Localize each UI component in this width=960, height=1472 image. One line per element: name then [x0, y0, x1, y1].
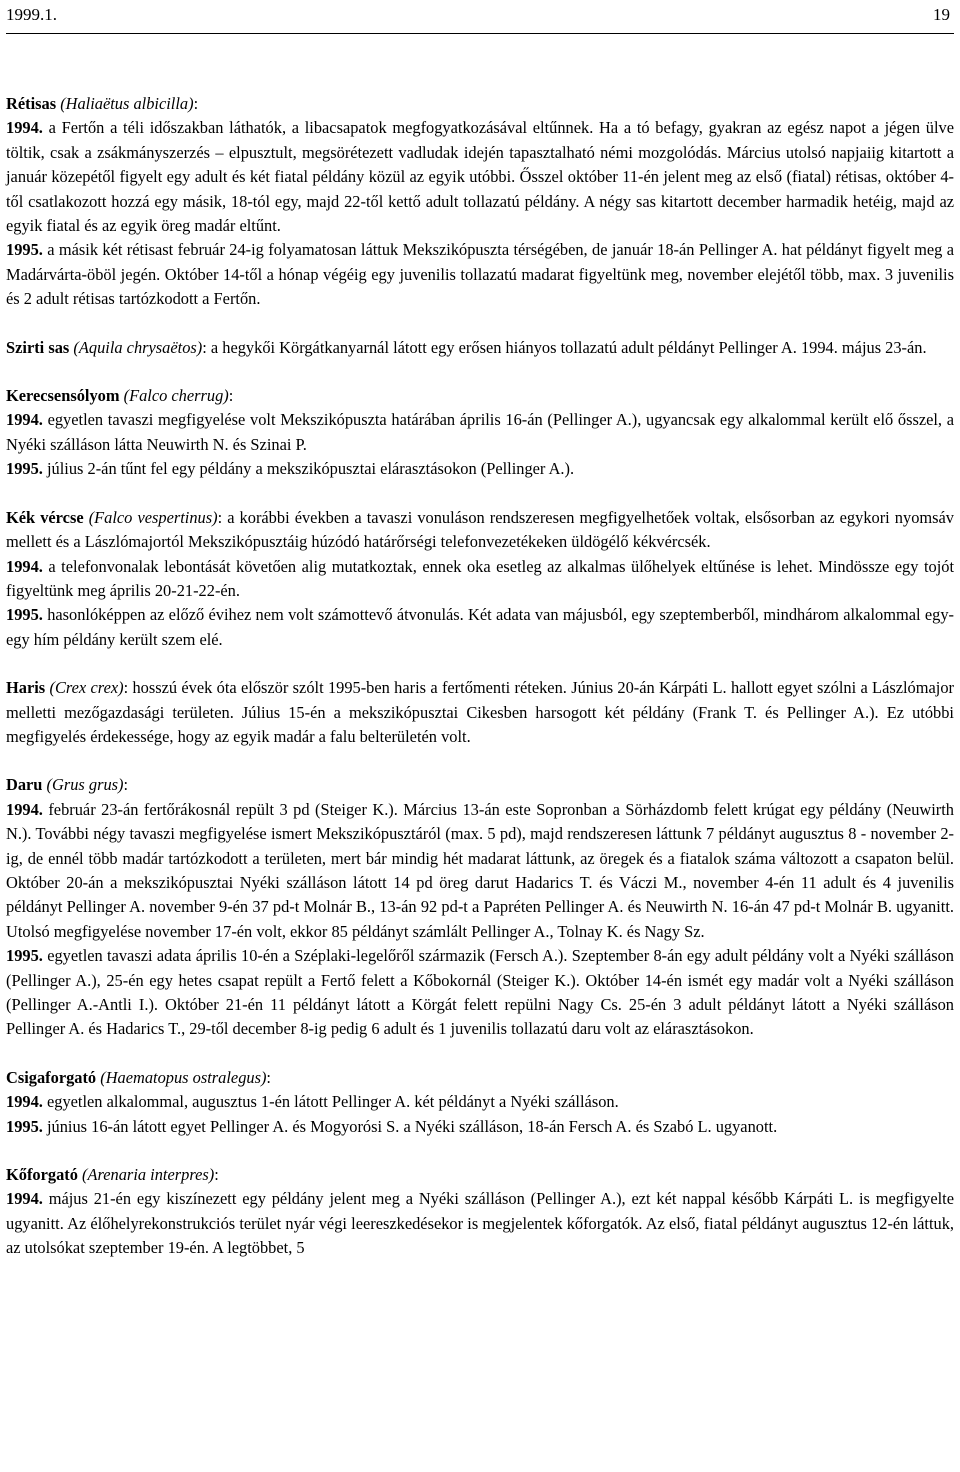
- paragraph-text: a Fertőn a téli időszakban láthatók, a libacsapatok megfogyatkozásával eltűnnek. Ha a tó befagy, gyakran az egész napot a jégen ülve töltik, csak a zsákmányszerzés – elpusztult, megsörétezett vadludak idején tapasztalható némi mozgolódás. Március utolsó napjaiig kitartott a január közepétől figyelt egy adult és két fiatal példány közül az egyik utóbbi. Ősszel október 11-én jelent meg az első (fiatal) rétisas, október 4-től csatlakozott hozzá egy másik, 18-tól egy, majd 22-től kettő adult tollazatú példány. A négy sas kitartott december harmadik hetéig, majd az egyik fiatal és az egyik öreg madár eltűnt.: [6, 118, 954, 236]
- year-label: 1995.: [6, 459, 43, 479]
- latin-name: (Haliaëtus albicilla): [60, 94, 194, 113]
- latin-name: (Falco cherrug): [123, 386, 229, 406]
- year-label: 1995.: [6, 946, 43, 966]
- species-heading: [6, 1163, 954, 1187]
- species-name: Kék vércse: [6, 507, 84, 527]
- species-entry-szirti-sas: [6, 336, 954, 360]
- year-label: 1994.: [6, 799, 43, 819]
- heading-text: :: [214, 1165, 219, 1185]
- year-paragraph: [6, 238, 954, 311]
- latin-name: (Arenaria interpres): [82, 1165, 215, 1185]
- paragraph-text: hasonlóképpen az előző évihez nem volt számottevő átvonulás. Két adata van májusból, egy szeptemberből, mindhárom alkalommal egy-egy hím példány került szem elé.: [6, 605, 954, 649]
- year-label: 1994.: [6, 556, 43, 576]
- species-name: Szirti sas: [6, 337, 70, 357]
- page-number: 19: [933, 5, 950, 24]
- year-paragraph: [6, 408, 954, 457]
- heading-text: :: [123, 775, 129, 795]
- paragraph-text: február 23-án fertőrákosnál repült 3 pd (Steiger K.). Március 13-án este Sopronban a Sörházdomb felett krúgat egy példány (Neuwirth N.). További négy tavaszi megfigyelése ismert Mekszikópusztáról (max. 5 pd), majd rendszeresen láttunk 7 példányt augusztus 8 - november 2-ig, de ennél több madár tartózkodott a területen, mert bár mindig hét madarat láttunk, az öregek és a fiatalok száma változott a csapaton belül. Október 20-án a mekszikópusztai Nyéki szálláson látott 14 pd öreg darut Hadarics T. és Váczi M., november 4-én 11 adult és 4 juvenilis példányt Pellinger A. november 9-én 37 pd-t Molnár B., 13-án 92 pd-t a Papréten Pellinger A. és Neuwirth N. 16-án 47 pd-t Molnár B. ugyanitt. Utolsó megfigyelése november 17-én volt, ekkor 85 példányt számlált Pellinger A., Tolnay K. és Nagy Sz.: [6, 799, 954, 941]
- document-body: [6, 92, 954, 1285]
- heading-text: : a hegykői Körgátkanyarnál látott egy erősen hiányos tollazatú adult példányt Pellinger A. 1994. május 23-án.: [202, 337, 927, 357]
- latin-name: (Haematopus ostralegus): [100, 1067, 267, 1087]
- paragraph-text: egyetlen tavaszi adata április 10-én a Széplaki-legelőről származik (Fersch A.). Szeptember 8-án egy adult példány volt a Nyéki szálláson (Pellinger A.), 25-én egy hetes csapat repült a Fertő felett a Kőbokornál (Steiger K.). Október 14-én ismét egy madár volt a Nyéki szálláson (Pellinger A.-Antli I.). Október 21-én 11 példányt látott a Körgát felett repülni Nagy Cs. 25-én 3 adult példányt látott a Nyéki szálláson Pellinger A. és Hadarics T., 29-től december 8-ig pedig 6 adult és 1 juvenilis tollazatú daru volt az elárasztásokon.: [6, 946, 954, 1039]
- species-name: Kőforgató: [6, 1165, 78, 1185]
- species-heading: [6, 506, 954, 555]
- year-paragraph: [6, 116, 954, 238]
- heading-text: : a korábbi években a tavaszi vonuláson rendszeresen megfigyelhetőek voltak, elsősorban az egykori nyomsáv mellett és a Lászlómajortól Mekszikópusztáig húzódó határőrségi telefonvezetékeken üldögélő kékvércsék.: [6, 507, 954, 552]
- species-heading: [6, 384, 954, 408]
- year-label: 1994.: [6, 118, 43, 138]
- heading-text: :: [228, 386, 234, 406]
- species-entry-csigaforgato: [6, 1066, 954, 1139]
- species-heading: [6, 1066, 954, 1090]
- latin-name: (Crex crex): [49, 678, 124, 698]
- species-name: Csigaforgató: [6, 1067, 97, 1087]
- year-paragraph: [6, 1115, 954, 1139]
- paragraph-text: július 2-án tűnt fel egy példány a mekszikópusztai elárasztásokon (Pellinger A.).: [42, 459, 575, 479]
- year-label: 1994.: [6, 1189, 43, 1209]
- year-paragraph: [6, 798, 954, 944]
- year-paragraph: [6, 1090, 954, 1114]
- species-heading: [6, 676, 954, 749]
- year-label: 1995.: [6, 1116, 43, 1136]
- species-heading: [6, 336, 954, 360]
- species-entry-retisas: [6, 92, 954, 312]
- year-label: 1995.: [6, 240, 43, 260]
- year-label: 1994.: [6, 1092, 43, 1112]
- species-name: Kerecsensólyom: [6, 386, 120, 406]
- year-paragraph: [6, 1187, 954, 1260]
- paragraph-text: egyetlen tavaszi megfigyelése volt Mekszikópuszta határában április 16-án (Pellinger A.), ugyancsak egy alkalommal került elő ősszel, a Nyéki szálláson látta Neuwirth N. és Szinai P.: [6, 410, 954, 454]
- species-name: Haris: [6, 678, 46, 698]
- year-label: 1994.: [6, 410, 43, 430]
- species-name: Daru: [6, 775, 43, 795]
- latin-name: (Grus grus): [46, 775, 124, 795]
- paragraph-text: a másik két rétisast február 24-ig folyamatosan láttuk Mekszikópuszta térségében, de január 18-án Pellinger A. hat példányt figyelt meg a Madárvárta-öböl jegén. Október 14-től a hónap végéig egy juvenilis tollazatú madarat figyeltünk meg, november elejétől több, max. 3 juvenilis és 2 adult rétisas tartózkodott a Fertőn.: [6, 240, 954, 309]
- header-rule: [6, 33, 954, 34]
- year-paragraph: [6, 944, 954, 1042]
- latin-name: (Falco vespertinus): [88, 507, 218, 527]
- species-heading: [6, 92, 954, 116]
- paragraph-text: június 16-án látott egyet Pellinger A. és Mogyorósi S. a Nyéki szálláson, 18-án Fersch A. és Szabó L. ugyanott.: [42, 1116, 778, 1136]
- species-entry-kek-vercse: [6, 506, 954, 652]
- species-entry-daru: [6, 773, 954, 1041]
- species-entry-haris: [6, 676, 954, 749]
- heading-text: : hosszú évek óta először szólt 1995-ben haris a fertőmenti réteken. Június 20-án Kárpáti L. hallott egyet szólni a Lászlómajor melletti mezőgazdasági területen. Július 15-én a mekszikópusztai Cikesben harsogott két példány (Frank T. és Pellinger A.). Ez utóbbi megfigyelés érdekessége, hogy az egyik madár a falu belterületén volt.: [6, 678, 954, 746]
- page-header: [6, 0, 954, 30]
- year-paragraph: [6, 603, 954, 652]
- species-entry-koforgato: [6, 1163, 954, 1261]
- paragraph-text: egyetlen alkalommal, augusztus 1-én látott Pellinger A. két példányt a Nyéki szálláson.: [42, 1092, 619, 1112]
- species-entry-kerecsensolyom: [6, 384, 954, 482]
- species-heading: [6, 773, 954, 797]
- issue-number: 1999.1.: [6, 5, 57, 24]
- year-paragraph: [6, 457, 954, 481]
- year-label: 1995.: [6, 605, 43, 625]
- year-paragraph: [6, 555, 954, 604]
- paragraph-text: a telefonvonalak lebontását követően alig mutatkoztak, ennek oka esetleg az alkalmas ülőhelyek eltűnése is lehet. Mindössze egy tojót figyeltünk meg április 20-21-22-én.: [6, 556, 954, 600]
- paragraph-text: május 21-én egy kiszínezett egy példány jelent meg a Nyéki szálláson (Pellinger A.), ezt két nappal később Kárpáti L. is megfigyelte ugyanitt. Az élőhelyrekonstrukciós terület nyár végi leereszkedésekor is megjelentek kőforgatók. Az első, fiatal példányt augusztus 12-én láttuk, az utolsókat szeptember 19-én. A legtöbbet, 5: [6, 1189, 954, 1258]
- heading-text: :: [266, 1067, 271, 1087]
- species-name: Rétisas: [6, 94, 57, 113]
- heading-text: :: [193, 94, 199, 113]
- latin-name: (Aquila chrysaëtos): [73, 337, 203, 357]
